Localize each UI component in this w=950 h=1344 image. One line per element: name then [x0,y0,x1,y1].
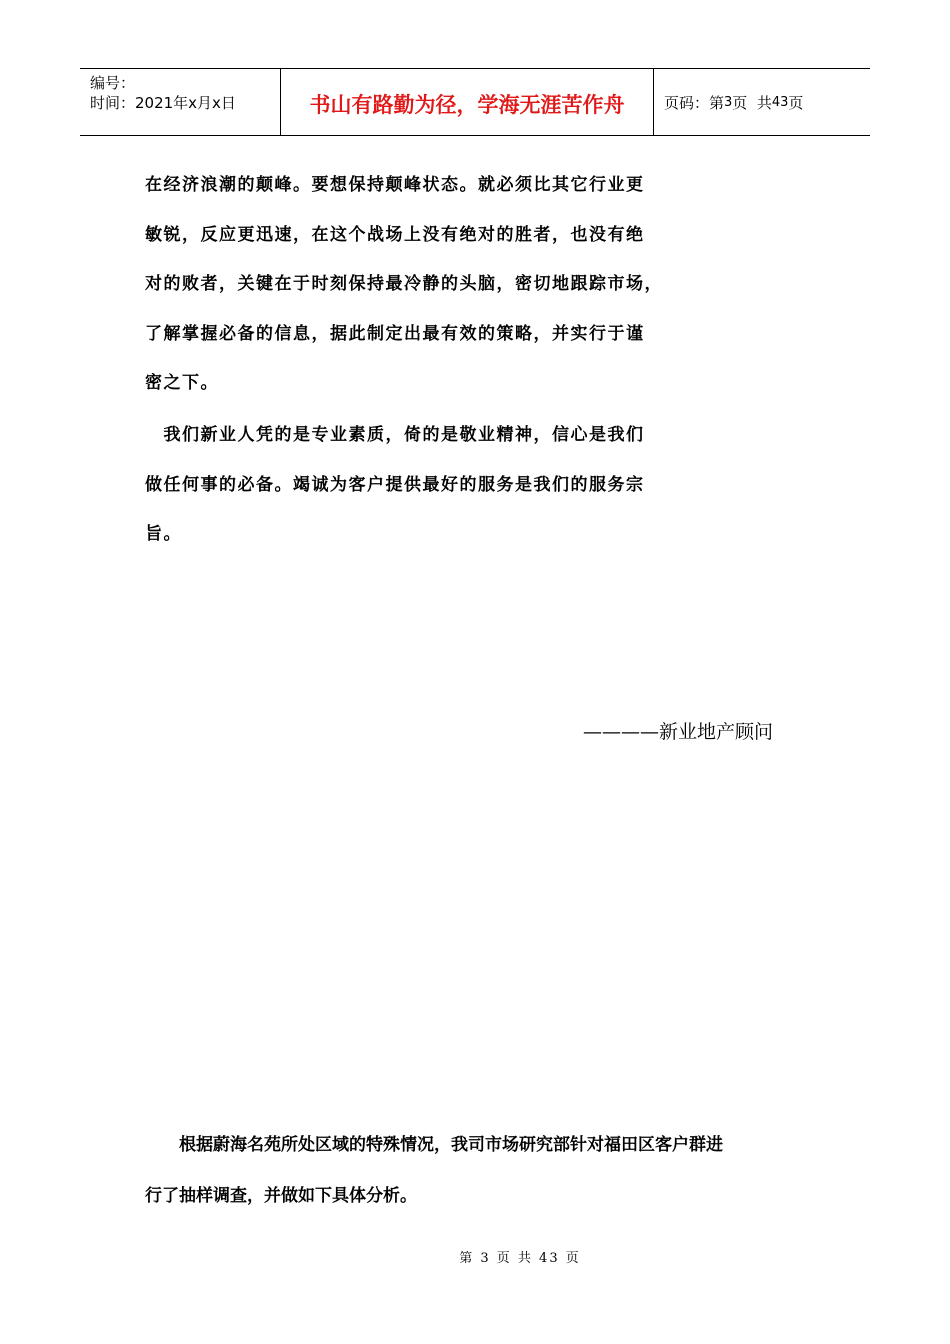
text-line: 了解掌握必备的信息，据此制定出最有效的策略，并实行于谨 [145,323,645,344]
text-line: 做任何事的必备。竭诚为客户提供最好的服务是我们的服务宗 [145,474,645,495]
page-footer: 第 3 页 共 43 页 [459,1251,581,1266]
serial-label: 编号： [90,74,136,92]
text-line: 对的败者，关键在于时刻保持最冷静的头脑，密切地跟踪市场， [145,274,663,294]
text-line: 我们新业人凭的是专业素质，倚的是敬业精神，信心是我们 [145,425,645,445]
signature: ————新业地产顾问 [583,721,774,743]
text-line: 行了抽样调查，并做如下具体分析。 [145,1186,417,1206]
header-meta-cell [80,69,281,135]
page-current: 3 [724,94,733,110]
text-line: 根据蔚海名苑所处区域的特殊情况，我司市场研究部针对福田区客户群进 [145,1135,723,1155]
text-line: 旨。 [145,524,182,544]
page-info-prefix: 页码：第 [664,93,725,112]
header-page-info [654,69,870,135]
page-total: 43 [771,94,789,110]
header-motto: 书山有路勤为径，学海无涯苦作舟 [281,69,654,135]
time-label: 时间：2021年x月x日 [90,94,236,112]
text-line: 在经济浪潮的颠峰。要想保持颠峰状态。就必须比其它行业更 [145,175,645,195]
paragraph-intro [145,161,810,409]
paragraph-analysis [145,1120,810,1222]
paragraph-mission [145,411,810,560]
page-info-suffix: 页 [788,93,804,112]
page-header [80,68,870,136]
page-info-middle: 页 共 [732,93,772,112]
text-line: 密之下。 [145,373,219,393]
text-line: 敏锐，反应更迅速，在这个战场上没有绝对的胜者，也没有绝 [145,224,645,245]
